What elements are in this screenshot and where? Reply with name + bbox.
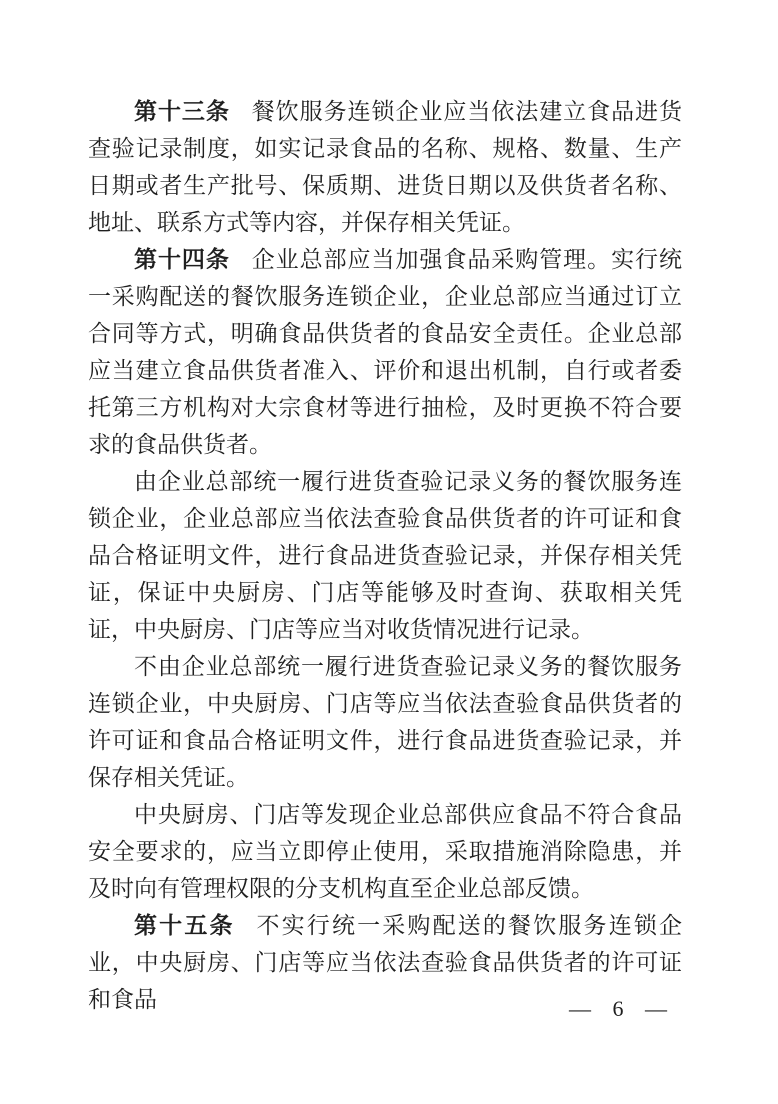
paragraph-text: 餐饮服务连锁企业应当依法建立食品进货查验记录制度，如实记录食品的名称、规格、数量、生产日期或者生产批号、保质期、进货日期以及供货者名称、地址、联系方式等内容，并保存相关凭证。 [88,99,683,235]
article-number: 第十四条 [134,247,230,272]
article-number: 第十五条 [134,913,235,938]
paragraph-text: 由企业总部统一履行进货查验记录义务的餐饮服务连锁企业，企业总部应当依法查验食品供货者的许可证和食品合格证明文件，进行食品进货查验记录，并保存相关凭证，保证中央厨房、门店等能够及时查询、获取相关凭证，中央厨房、门店等应当对收货情况进行记录。 [88,469,682,642]
article-number: 第十三条 [134,99,230,124]
paragraph-text: 中央厨房、门店等发现企业总部供应食品不符合食品安全要求的，应当立即停止使用，采取措施消除隐患，并及时向有管理权限的分支机构直至企业总部反馈。 [88,802,682,901]
paragraph [88,463,682,648]
paragraph [88,796,682,907]
page-number: — 6 — [569,996,668,1021]
paragraph [88,241,682,463]
paragraph [88,93,682,241]
paragraph-text: 企业总部应当加强食品采购管理。实行统一采购配送的餐饮服务连锁企业，企业总部应当通过订立合同等方式，明确食品供货者的食品安全责任。企业总部应当建立食品供货者准入、评价和退出机制，自行或者委托第三方机构对大宗食材等进行抽检，及时更换不符合要求的食品供货者。 [88,247,683,457]
document-body [88,93,682,1018]
paragraph-text: 不由企业总部统一履行进货查验记录义务的餐饮服务连锁企业，中央厨房、门店等应当依法查验食品供货者的许可证和食品合格证明文件，进行食品进货查验记录，并保存相关凭证。 [88,654,682,790]
paragraph-text: 不实行统一采购配送的餐饮服务连锁企业，中央厨房、门店等应当依法查验食品供货者的许可证和食品 [88,913,683,1012]
paragraph [88,648,682,796]
